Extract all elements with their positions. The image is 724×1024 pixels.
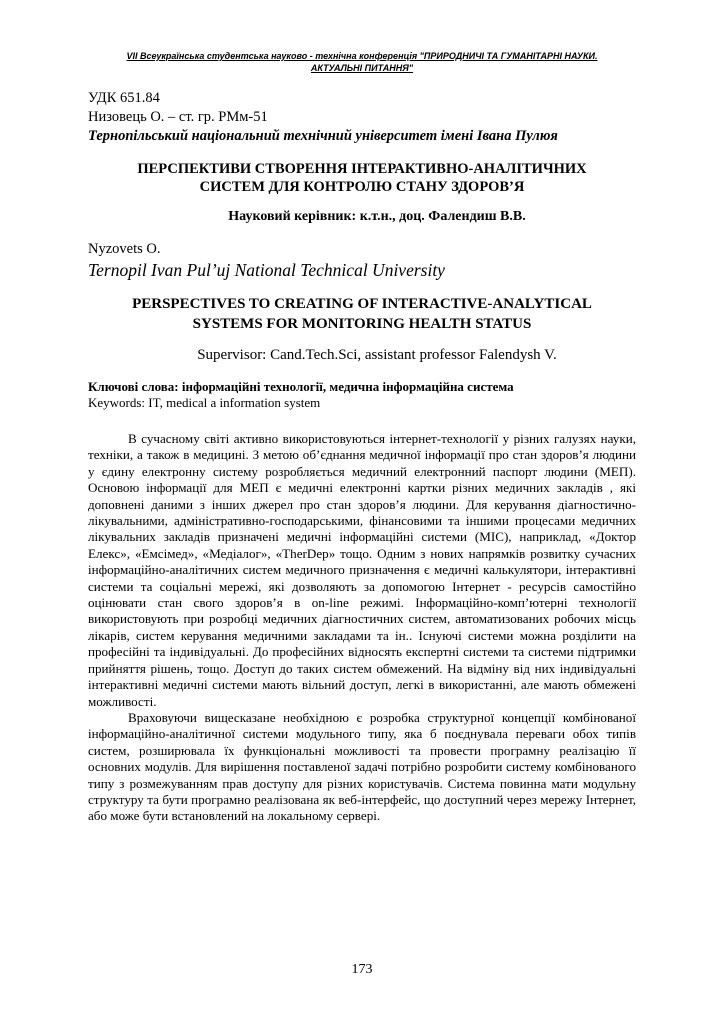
supervisor-ua: Науковий керівник: к.т.н., доц. Фалендиш В.В. — [228, 209, 526, 224]
affiliation-en: Ternopil Ivan Pul’uj National Technical University — [88, 260, 445, 280]
title-ua-line-1: ПЕРСПЕКТИВИ СТВОРЕННЯ ІНТЕРАКТИВНО-АНАЛІТИЧНИХ — [137, 161, 587, 177]
keywords-ua: Ключові слова: інформаційні технології, медична інформаційна система — [88, 379, 514, 394]
paragraph-1: В сучасному світі активно використовуються інтернет-технології у різних галузях науки, техніки, а також в медицині. З метою об’єднання медичної інформації про стан здоров’я людини у єдину електронну систему розробляється медичний електронний паспорт людини (МЕП). Основою інформації для МЕП є медичні електронні картки різних медичних закладів , які доповнені даними з інших джерел про стан здоров’я людини. Для керування діагностично-лікувальними, адміністративно-господарськими, фінансовими та іншими процесами медичних лікувальних закладів призначені медичні інформаційні системи (МІС), наприклад, «Доктор Елекс», «Емсімед», «Медіалог», «TherDep» тощо. Одним з нових напрямків розвитку сучасних інформаційно-аналітичних систем медичного призначення є медичні калькулятори, інтерактивні системи та соціальні мережі, які дозволяють за допомогою Інтернет - ресурсів самостійно оцінювати стан свого здоров’я в on-line режимі. Інформаційно-комп’ютерні технології використовують при розробці медичних діагностичних систем, автоматизованих робочих місць лікарів, систем керування медичними закладами та ін.. Існуючі системи можна розділити на професійні та індивідуальні. До професійних відносять експертні системи та системи підтримки прийняття рішень, тощо. Доступ до таких систем обмежений. На відміну від них індивідуальні інтерактивні медичні системи мають вільний доступ, легкі в використанні, але мають обмежені можливості. — [88, 431, 636, 709]
title-en-line-2: SYSTEMS FOR MONITORING HEALTH STATUS — [192, 316, 532, 332]
title-ua-line-2: СИСТЕМ ДЛЯ КОНТРОЛЮ СТАНУ ЗДОРОВ’Я — [199, 179, 525, 195]
udk-code: УДК 651.84 — [88, 90, 160, 106]
keywords-en: Keywords: IT, medical a information system — [88, 395, 321, 410]
author-ua: Низовець О. – ст. гр. РМм-51 — [88, 109, 268, 125]
paper-title-en — [88, 294, 636, 334]
title-en-line-1: PERSPECTIVES TO CREATING OF INTERACTIVE-ANALYTICAL — [132, 296, 592, 312]
affiliation-ua: Тернопільський національний технічний університет імені Івана Пулюя — [88, 128, 558, 144]
author-en: Nyzovets O. — [88, 241, 161, 257]
conference-header-line-1: VII Всеукраїнська студентська науково - технічна конференція "ПРИРОДНИЧІ ТА ГУМАНІТАРНІ НАУКИ. — [126, 51, 598, 61]
conference-header-line-2: АКТУАЛЬНІ ПИТАННЯ" — [310, 63, 414, 73]
supervisor-en: Supervisor: Cand.Tech.Sci, assistant professor Falendysh V. — [197, 347, 557, 363]
paragraph-2: Враховуючи вищесказане необхідною є розробка структурної концепції комбінованої інформаційно-аналітичної системи модульного типу, яка б поєднувала переваги обох типів систем, розширювала їх функціональні можливості та провести програмну реалізацію її основних модулів. Для вирішення поставленої задачі потрібно розробити систему комбінованого типу з розмежуванням прав доступу для різних користувачів. Система повинна мати модульну структуру та бути програмно реалізована як веб-інтерфейс, що доступний через мережу Інтернет, або може бути встановлений на локальному сервері. — [88, 709, 636, 824]
page-number: 173 — [351, 962, 373, 977]
paper-title-ua — [88, 160, 636, 196]
paper-page — [88, 50, 636, 825]
body-text — [88, 431, 636, 825]
keywords-block — [88, 379, 636, 411]
conference-header — [94, 50, 630, 74]
